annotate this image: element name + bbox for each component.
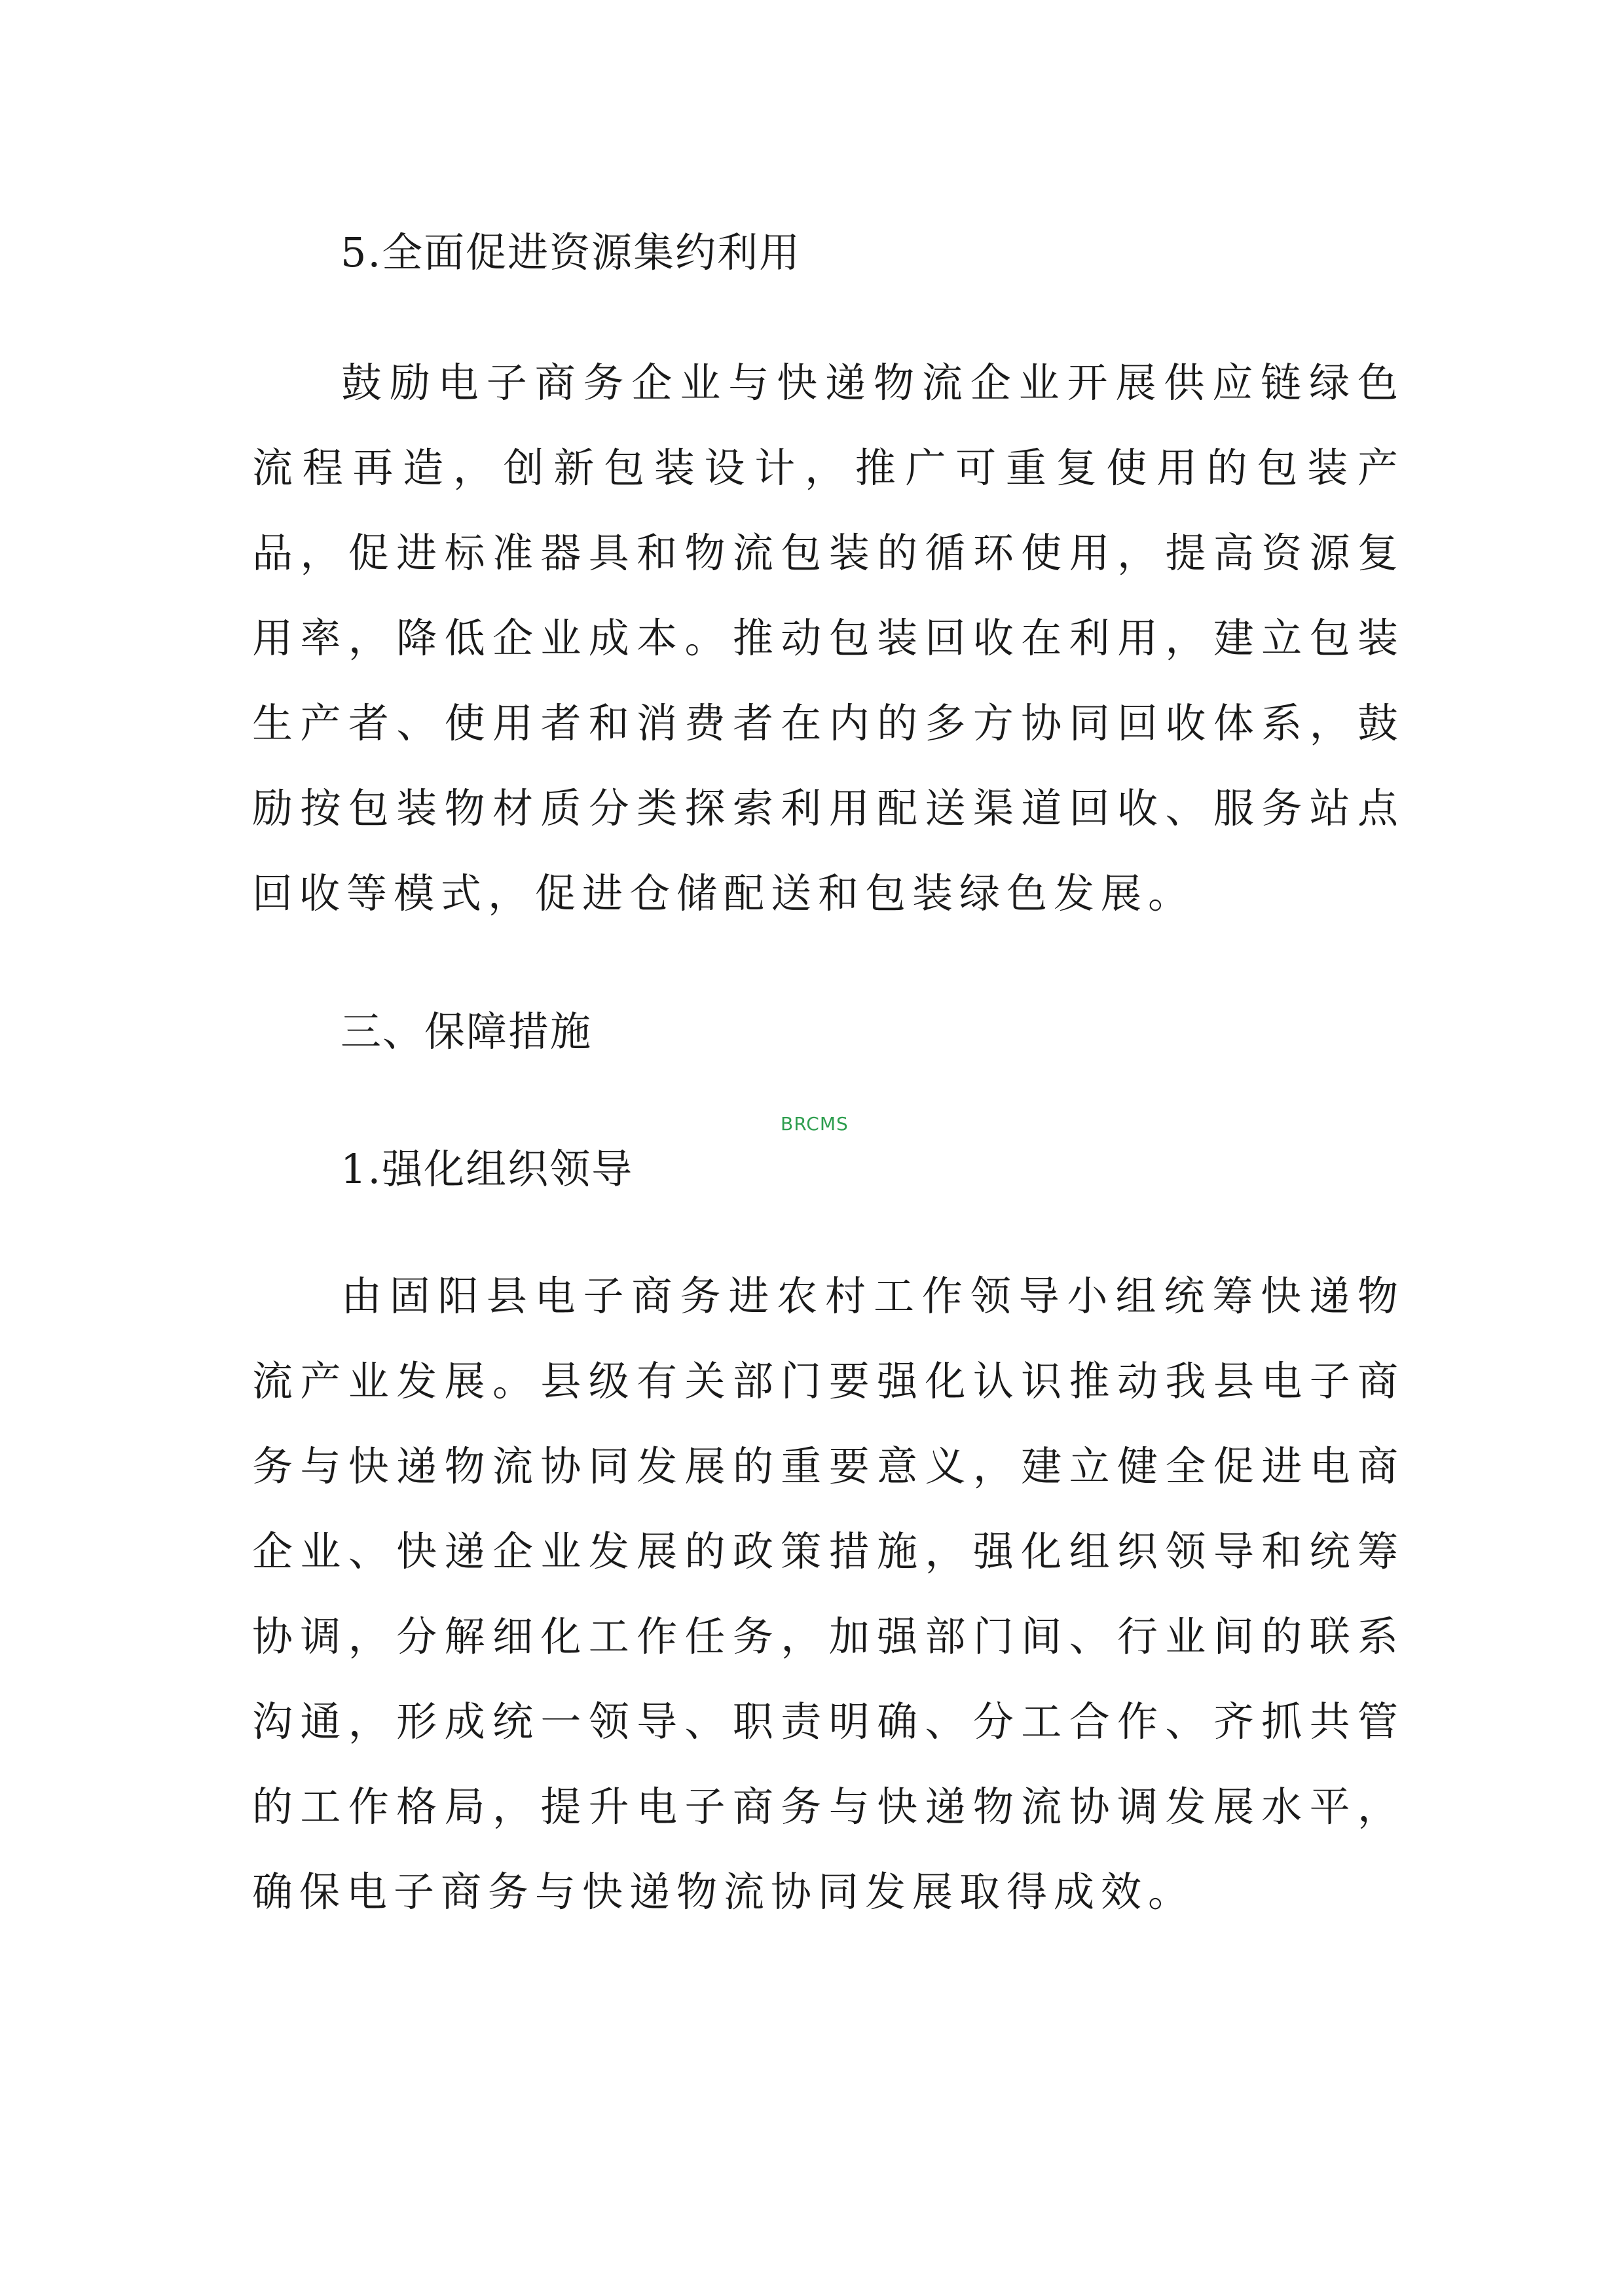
brcms-watermark: BRCMS [781, 1113, 849, 1135]
section-5-heading: 5.全面促进资源集约利用 [341, 228, 802, 276]
part-3-heading: 三、保障措施 [341, 1008, 593, 1055]
section-1-heading: 1.强化组织领导 [341, 1145, 634, 1193]
section-5-body: 鼓励电子商务企业与快递物流企业开展供应链绿色流程再造，创新包装设计，推广可重复使用的包装产品，促进标准器具和物流包装的循环使用，提高资源复用率，降低企业成本。推动包装回收在利用，建立包装生产者、使用者和消费者在内的多方协同回收体系，鼓励按包装物材质分类探索利用配送渠道回收、服务站点回收等模式，促进仓储配送和包装绿色发展。 [252, 359, 1405, 917]
section-1-body: 由固阳县电子商务进农村工作领导小组统筹快递物流产业发展。县级有关部门要强化认识推动我县电子商务与快递物流协同发展的重要意义，建立健全促进电商企业、快递企业发展的政策措施，强化组织领导和统筹协调，分解细化工作任务，加强部门间、行业间的联系沟通，形成统一领导、职责明确、分工合作、齐抓共管的工作格局，提升电子商务与快递物流协调发展水平，确保电子商务与快递物流协同发展取得成效。 [252, 1272, 1405, 1916]
